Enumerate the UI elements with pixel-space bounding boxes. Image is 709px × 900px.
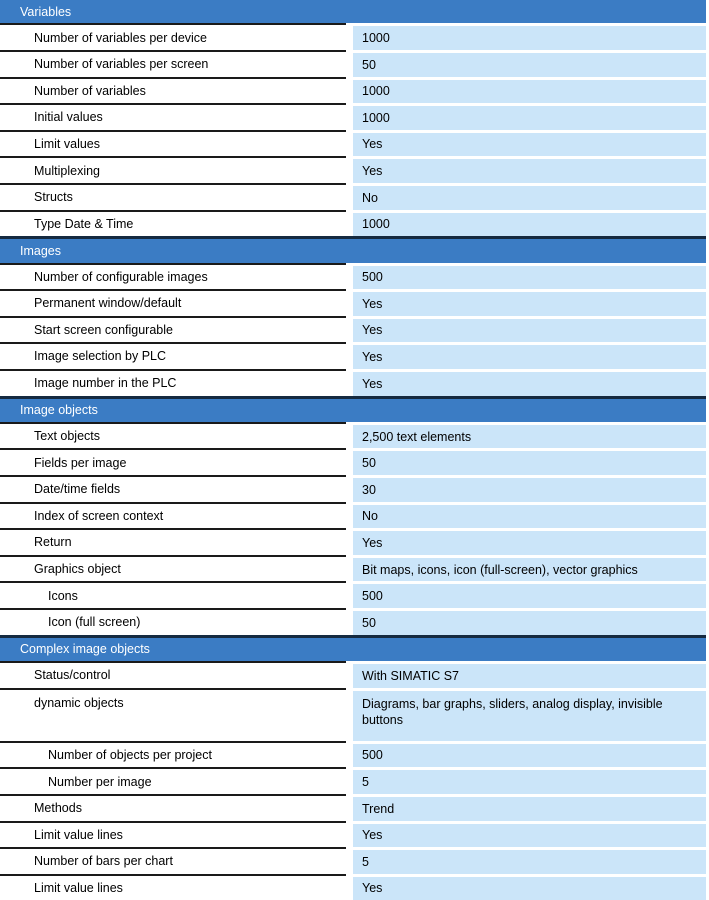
row-value: 5 [353,847,706,874]
row-label: Image selection by PLC [0,342,346,369]
row-value: No [353,502,706,529]
row-value: 5 [353,767,706,794]
column-gap [346,661,353,688]
column-gap [346,555,353,582]
row-value: Yes [353,316,706,343]
row-label: Icons [0,581,346,608]
row-label: Multiplexing [0,156,346,183]
row-value: Trend [353,794,706,821]
column-gap [346,767,353,794]
spec-row [0,555,706,582]
row-label: Methods [0,794,346,821]
spec-section [0,396,706,635]
row-value: Yes [353,821,706,848]
row-label: Initial values [0,103,346,130]
row-value: Yes [353,874,706,900]
spec-row [0,23,706,50]
row-label: Image number in the PLC [0,369,346,396]
row-label: Permanent window/default [0,289,346,316]
row-value: Yes [353,130,706,157]
row-value: 1000 [353,23,706,50]
row-value: 1000 [353,210,706,237]
spec-row [0,183,706,210]
column-gap [346,688,353,741]
row-label: Fields per image [0,448,346,475]
section-header: Variables [0,0,706,23]
row-value: 1000 [353,77,706,104]
column-gap [346,210,353,237]
section-header: Complex image objects [0,638,706,661]
row-label: Number of objects per project [0,741,346,768]
spec-row [0,289,706,316]
row-label: Date/time fields [0,475,346,502]
spec-row [0,342,706,369]
column-gap [346,741,353,768]
spec-row [0,263,706,290]
spec-row [0,448,706,475]
spec-row [0,369,706,396]
column-gap [346,422,353,449]
spec-row [0,608,706,635]
row-value: 50 [353,448,706,475]
spec-row [0,156,706,183]
spec-row [0,316,706,343]
row-value: Bit maps, icons, icon (full-screen), vector graphics [353,555,706,582]
spec-row [0,210,706,237]
column-gap [346,316,353,343]
spec-row [0,767,706,794]
column-gap [346,289,353,316]
row-value: No [353,183,706,210]
row-label: Return [0,528,346,555]
row-label: Text objects [0,422,346,449]
column-gap [346,23,353,50]
row-value: Yes [353,342,706,369]
row-label: dynamic objects [0,688,346,741]
row-label: Type Date & Time [0,210,346,237]
spec-row [0,581,706,608]
row-value: 30 [353,475,706,502]
row-label: Structs [0,183,346,210]
section-header: Image objects [0,399,706,422]
section-rows [0,422,706,635]
section-rows [0,23,706,236]
row-label: Number of bars per chart [0,847,346,874]
row-label: Number of variables [0,77,346,104]
spec-row [0,502,706,529]
row-label: Number of variables per device [0,23,346,50]
column-gap [346,342,353,369]
row-label: Number of variables per screen [0,50,346,77]
row-label: Graphics object [0,555,346,582]
spec-section [0,236,706,395]
row-label: Icon (full screen) [0,608,346,635]
spec-row [0,77,706,104]
row-value: Diagrams, bar graphs, sliders, analog display, invisible buttons [353,688,706,741]
row-label: Start screen configurable [0,316,346,343]
row-value: Yes [353,156,706,183]
spec-section [0,635,706,900]
column-gap [346,874,353,900]
spec-row [0,50,706,77]
spec-row [0,821,706,848]
column-gap [346,183,353,210]
spec-row [0,475,706,502]
spec-row [0,741,706,768]
section-rows [0,661,706,900]
column-gap [346,448,353,475]
row-value: Yes [353,528,706,555]
row-value: Yes [353,369,706,396]
spec-row [0,661,706,688]
row-label: Limit values [0,130,346,157]
row-label: Number per image [0,767,346,794]
row-value: 2,500 text elements [353,422,706,449]
column-gap [346,608,353,635]
spec-row [0,103,706,130]
column-gap [346,77,353,104]
row-value: 500 [353,741,706,768]
row-value: 1000 [353,103,706,130]
row-value: 50 [353,608,706,635]
column-gap [346,103,353,130]
row-label: Number of configurable images [0,263,346,290]
section-header: Images [0,239,706,262]
column-gap [346,50,353,77]
spec-row [0,528,706,555]
column-gap [346,847,353,874]
spec-row [0,847,706,874]
spec-section [0,0,706,236]
section-rows [0,263,706,396]
spec-row [0,688,706,741]
column-gap [346,794,353,821]
spec-row [0,130,706,157]
row-value: 500 [353,581,706,608]
row-value: 500 [353,263,706,290]
spec-row [0,874,706,900]
row-value: Yes [353,289,706,316]
row-value: 50 [353,50,706,77]
column-gap [346,475,353,502]
spec-row [0,794,706,821]
column-gap [346,263,353,290]
column-gap [346,528,353,555]
column-gap [346,821,353,848]
row-label: Index of screen context [0,502,346,529]
column-gap [346,130,353,157]
row-label: Status/control [0,661,346,688]
column-gap [346,156,353,183]
row-label: Limit value lines [0,821,346,848]
spec-row [0,422,706,449]
column-gap [346,581,353,608]
row-label: Limit value lines [0,874,346,900]
row-value: With SIMATIC S7 [353,661,706,688]
column-gap [346,369,353,396]
column-gap [346,502,353,529]
